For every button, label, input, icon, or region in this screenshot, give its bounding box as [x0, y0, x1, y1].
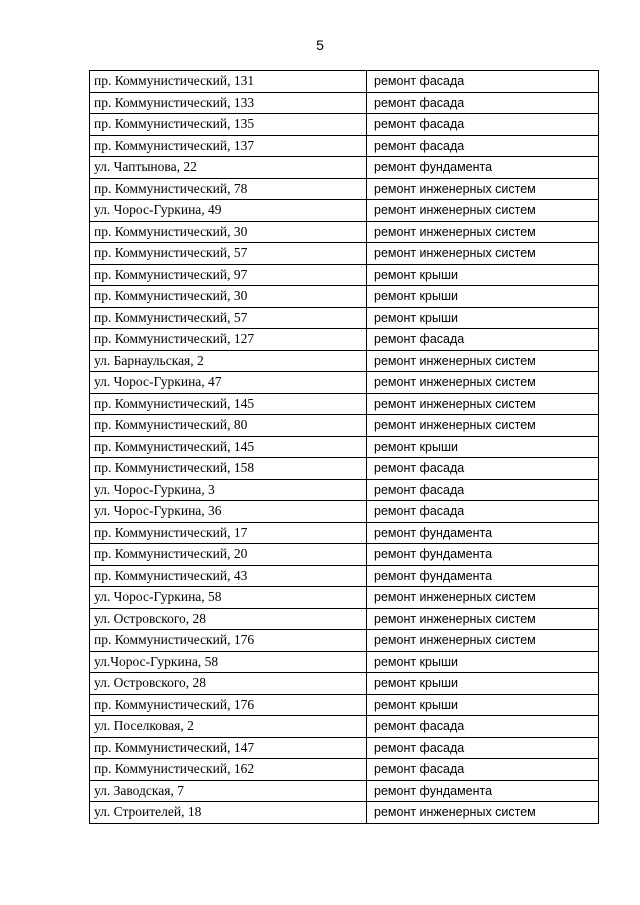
- table-row: [90, 673, 599, 695]
- table-row: [90, 178, 599, 200]
- work-type-cell: ремонт фасада: [367, 501, 599, 523]
- address-cell: ул. Барнаульская, 2: [90, 350, 367, 372]
- table-row: [90, 286, 599, 308]
- work-type-cell: ремонт фасада: [367, 114, 599, 136]
- table-row: [90, 436, 599, 458]
- work-type-cell: ремонт инженерных систем: [367, 178, 599, 200]
- address-cell: пр. Коммунистический, 176: [90, 630, 367, 652]
- work-type-cell: ремонт инженерных систем: [367, 630, 599, 652]
- work-type-cell: ремонт инженерных систем: [367, 221, 599, 243]
- work-type-cell: ремонт инженерных систем: [367, 587, 599, 609]
- address-cell: пр. Коммунистический, 135: [90, 114, 367, 136]
- address-cell: ул. Чорос-Гуркина, 58: [90, 587, 367, 609]
- address-cell: ул. Островского, 28: [90, 673, 367, 695]
- table-row: [90, 608, 599, 630]
- work-type-cell: ремонт инженерных систем: [367, 608, 599, 630]
- table-row: [90, 71, 599, 93]
- table-row: [90, 92, 599, 114]
- work-type-cell: ремонт фасада: [367, 759, 599, 781]
- address-cell: ул. Островского, 28: [90, 608, 367, 630]
- address-cell: ул. Чорос-Гуркина, 3: [90, 479, 367, 501]
- table-row: [90, 759, 599, 781]
- address-cell: пр. Коммунистический, 20: [90, 544, 367, 566]
- table-row: [90, 415, 599, 437]
- table-row: [90, 479, 599, 501]
- table-row: [90, 307, 599, 329]
- table-row: [90, 372, 599, 394]
- table-row: [90, 651, 599, 673]
- address-cell: пр. Коммунистический, 97: [90, 264, 367, 286]
- address-cell: ул. Заводская, 7: [90, 780, 367, 802]
- table-row: [90, 737, 599, 759]
- work-type-cell: ремонт крыши: [367, 264, 599, 286]
- address-cell: ул. Строителей, 18: [90, 802, 367, 824]
- address-cell: ул.Чорос-Гуркина, 58: [90, 651, 367, 673]
- table-row: [90, 780, 599, 802]
- address-cell: пр. Коммунистический, 57: [90, 307, 367, 329]
- address-cell: пр. Коммунистический, 158: [90, 458, 367, 480]
- work-type-cell: ремонт инженерных систем: [367, 243, 599, 265]
- work-type-cell: ремонт фасада: [367, 92, 599, 114]
- address-cell: пр. Коммунистический, 57: [90, 243, 367, 265]
- table-row: [90, 630, 599, 652]
- table-row: [90, 522, 599, 544]
- repair-table-body: [90, 71, 599, 824]
- table-row: [90, 587, 599, 609]
- address-cell: пр. Коммунистический, 137: [90, 135, 367, 157]
- work-type-cell: ремонт фасада: [367, 135, 599, 157]
- table-row: [90, 393, 599, 415]
- table-row: [90, 157, 599, 179]
- work-type-cell: ремонт фундамента: [367, 780, 599, 802]
- work-type-cell: ремонт инженерных систем: [367, 372, 599, 394]
- work-type-cell: ремонт инженерных систем: [367, 200, 599, 222]
- address-cell: ул. Чаптынова, 22: [90, 157, 367, 179]
- work-type-cell: ремонт крыши: [367, 651, 599, 673]
- table-row: [90, 544, 599, 566]
- address-cell: ул. Поселковая, 2: [90, 716, 367, 738]
- table-row: [90, 716, 599, 738]
- work-type-cell: ремонт инженерных систем: [367, 415, 599, 437]
- address-cell: пр. Коммунистический, 127: [90, 329, 367, 351]
- work-type-cell: ремонт инженерных систем: [367, 350, 599, 372]
- work-type-cell: ремонт крыши: [367, 436, 599, 458]
- table-row: [90, 501, 599, 523]
- table-row: [90, 458, 599, 480]
- address-cell: пр. Коммунистический, 17: [90, 522, 367, 544]
- work-type-cell: ремонт крыши: [367, 307, 599, 329]
- work-type-cell: ремонт крыши: [367, 286, 599, 308]
- work-type-cell: ремонт фундамента: [367, 544, 599, 566]
- table-row: [90, 350, 599, 372]
- work-type-cell: ремонт фасада: [367, 479, 599, 501]
- work-type-cell: ремонт фасада: [367, 329, 599, 351]
- address-cell: пр. Коммунистический, 30: [90, 221, 367, 243]
- address-cell: пр. Коммунистический, 133: [90, 92, 367, 114]
- address-cell: пр. Коммунистический, 78: [90, 178, 367, 200]
- work-type-cell: ремонт фасада: [367, 71, 599, 93]
- address-cell: пр. Коммунистический, 176: [90, 694, 367, 716]
- table-row: [90, 200, 599, 222]
- address-cell: пр. Коммунистический, 145: [90, 436, 367, 458]
- table-row: [90, 329, 599, 351]
- table-row: [90, 135, 599, 157]
- work-type-cell: ремонт инженерных систем: [367, 802, 599, 824]
- address-cell: пр. Коммунистический, 30: [90, 286, 367, 308]
- repair-table: [89, 70, 599, 824]
- table-row: [90, 565, 599, 587]
- work-type-cell: ремонт фасада: [367, 716, 599, 738]
- work-type-cell: ремонт инженерных систем: [367, 393, 599, 415]
- work-type-cell: ремонт крыши: [367, 673, 599, 695]
- address-cell: ул. Чорос-Гуркина, 49: [90, 200, 367, 222]
- table-row: [90, 802, 599, 824]
- address-cell: пр. Коммунистический, 131: [90, 71, 367, 93]
- table-row: [90, 221, 599, 243]
- table-row: [90, 694, 599, 716]
- work-type-cell: ремонт фасада: [367, 458, 599, 480]
- address-cell: пр. Коммунистический, 162: [90, 759, 367, 781]
- address-cell: ул. Чорос-Гуркина, 47: [90, 372, 367, 394]
- address-cell: пр. Коммунистический, 43: [90, 565, 367, 587]
- table-row: [90, 114, 599, 136]
- work-type-cell: ремонт фундамента: [367, 522, 599, 544]
- work-type-cell: ремонт крыши: [367, 694, 599, 716]
- work-type-cell: ремонт фундамента: [367, 157, 599, 179]
- work-type-cell: ремонт фундамента: [367, 565, 599, 587]
- table-row: [90, 264, 599, 286]
- address-cell: пр. Коммунистический, 80: [90, 415, 367, 437]
- address-cell: ул. Чорос-Гуркина, 36: [90, 501, 367, 523]
- address-cell: пр. Коммунистический, 145: [90, 393, 367, 415]
- work-type-cell: ремонт фасада: [367, 737, 599, 759]
- table-row: [90, 243, 599, 265]
- page-number: 5: [316, 37, 324, 53]
- address-cell: пр. Коммунистический, 147: [90, 737, 367, 759]
